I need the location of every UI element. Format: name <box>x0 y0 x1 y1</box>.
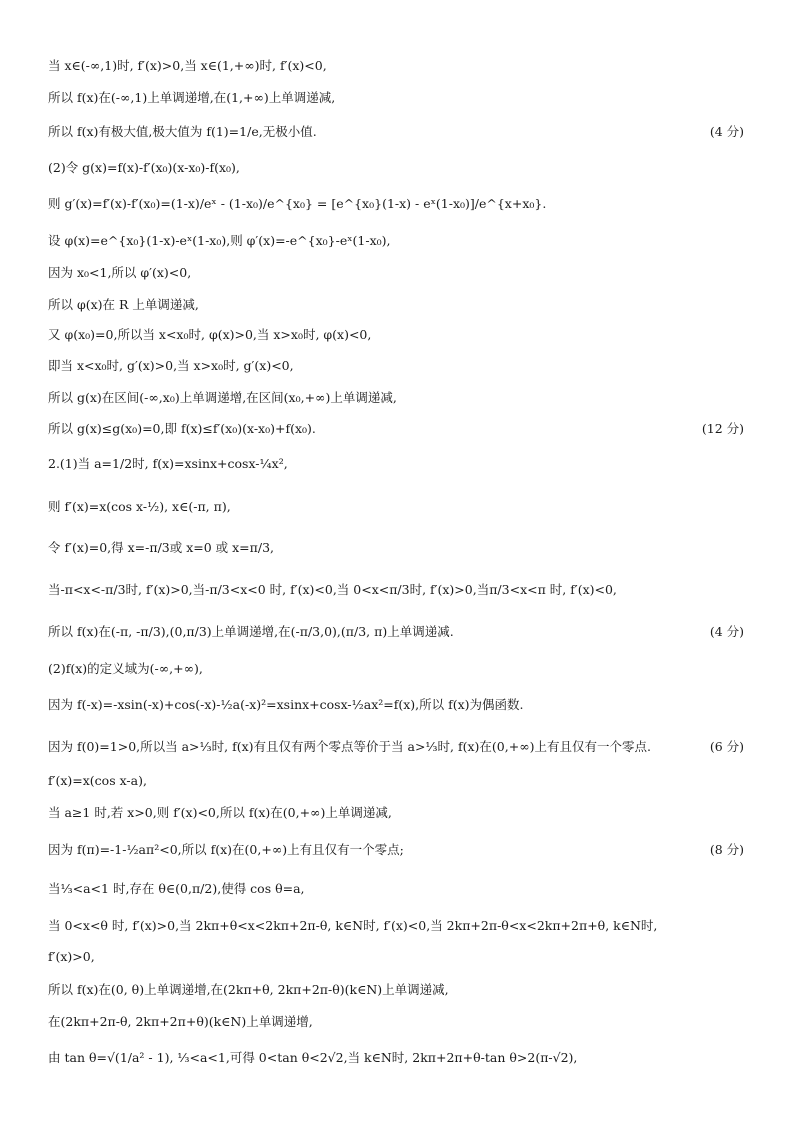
text-line: 所以 f(x)有极大值,极大值为 f(1)=1/e,无极小值. <box>48 124 317 139</box>
text-line: 所以 f(x)在(-π, -π/3),(0,π/3)上单调递增,在(-π/3,0),(π/3, π)上单调递减. <box>48 624 454 639</box>
text-line: (2)令 g(x)=f(x)-f′(x₀)(x-x₀)-f(x₀), <box>48 160 240 175</box>
text-line: 当⅓<a<1 时,存在 θ∈(0,π/2),使得 cos θ=a, <box>48 881 305 896</box>
text-line: 所以 g(x)在区间(-∞,x₀)上单调递增,在区间(x₀,+∞)上单调递减, <box>48 390 397 405</box>
text-line: 当-π<x<-π/3时, f′(x)>0,当-π/3<x<0 时, f′(x)<0,当 0<x<π/3时, f′(x)>0,当π/3<x<π 时, f′(x)<0, <box>48 582 617 597</box>
text-line: 2.(1)当 a=1/2时, f(x)=xsinx+cosx-¼x², <box>48 456 288 471</box>
text-line: 因为 x₀<1,所以 φ′(x)<0, <box>48 265 192 280</box>
text-line: 当 0<x<θ 时, f′(x)>0,当 2kπ+θ<x<2kπ+2π-θ, k∈N时, f′(x)<0,当 2kπ+2π-θ<x<2kπ+2π+θ, k∈N时, <box>48 918 658 933</box>
text-line: 所以 φ(x)在 R 上单调递减, <box>48 297 199 312</box>
score-label: (12 分) <box>701 421 744 436</box>
text-line: f′(x)>0, <box>48 949 95 964</box>
text-line: 令 f′(x)=0,得 x=-π/3或 x=0 或 x=π/3, <box>48 540 275 555</box>
text-line: 设 φ(x)=e^{x₀}(1-x)-eˣ(1-x₀),则 φ′(x)=-e^{x₀}-eˣ(1-x₀), <box>48 233 391 248</box>
text-line: 则 g′(x)=f′(x)-f′(x₀)=(1-x)/eˣ - (1-x₀)/e^{x₀} = [e^{x₀}(1-x) - eˣ(1-x₀)]/e^{x+x₀}. <box>48 196 547 211</box>
score-label: (6 分) <box>709 739 744 754</box>
text-line: 在(2kπ+2π-θ, 2kπ+2π+θ)(k∈N)上单调递增, <box>48 1014 313 1029</box>
text-line: 所以 f(x)在(-∞,1)上单调递增,在(1,+∞)上单调递减, <box>48 90 336 105</box>
text-line: 当 a≥1 时,若 x>0,则 f′(x)<0,所以 f(x)在(0,+∞)上单调递减, <box>48 805 392 820</box>
text-line: 又 φ(x₀)=0,所以当 x<x₀时, φ(x)>0,当 x>x₀时, φ(x)<0, <box>48 327 372 342</box>
score-label: (4 分) <box>709 124 744 139</box>
score-label: (8 分) <box>709 842 744 857</box>
text-line: 则 f′(x)=x(cos x-½), x∈(-π, π), <box>48 499 231 514</box>
text-line: 因为 f(π)=-1-½aπ²<0,所以 f(x)在(0,+∞)上有且仅有一个零点; <box>48 842 404 857</box>
text-line: 因为 f(0)=1>0,所以当 a>⅓时, f(x)有且仅有两个零点等价于当 a>⅓时, f(x)在(0,+∞)上有且仅有一个零点. <box>48 739 651 754</box>
text-line: (2)f(x)的定义域为(-∞,+∞), <box>48 661 203 676</box>
text-line: 所以 f(x)在(0, θ)上单调递增,在(2kπ+θ, 2kπ+2π-θ)(k∈N)上单调递减, <box>48 982 449 997</box>
text-line: 当 x∈(-∞,1)时, f′(x)>0,当 x∈(1,+∞)时, f′(x)<0, <box>48 58 327 73</box>
text-line: 因为 f(-x)=-xsin(-x)+cos(-x)-½a(-x)²=xsinx+cosx-½ax²=f(x),所以 f(x)为偶函数. <box>48 697 524 712</box>
score-label: (4 分) <box>709 624 744 639</box>
text-line: 由 tan θ=√(1/a² - 1), ⅓<a<1,可得 0<tan θ<2√2,当 k∈N时, 2kπ+2π+θ-tan θ>2(π-√2), <box>48 1050 578 1065</box>
text-line: 所以 g(x)≤g(x₀)=0,即 f(x)≤f′(x₀)(x-x₀)+f(x₀). <box>48 421 316 436</box>
text-line: 即当 x<x₀时, g′(x)>0,当 x>x₀时, g′(x)<0, <box>48 358 294 373</box>
text-line: f′(x)=x(cos x-a), <box>48 773 147 788</box>
